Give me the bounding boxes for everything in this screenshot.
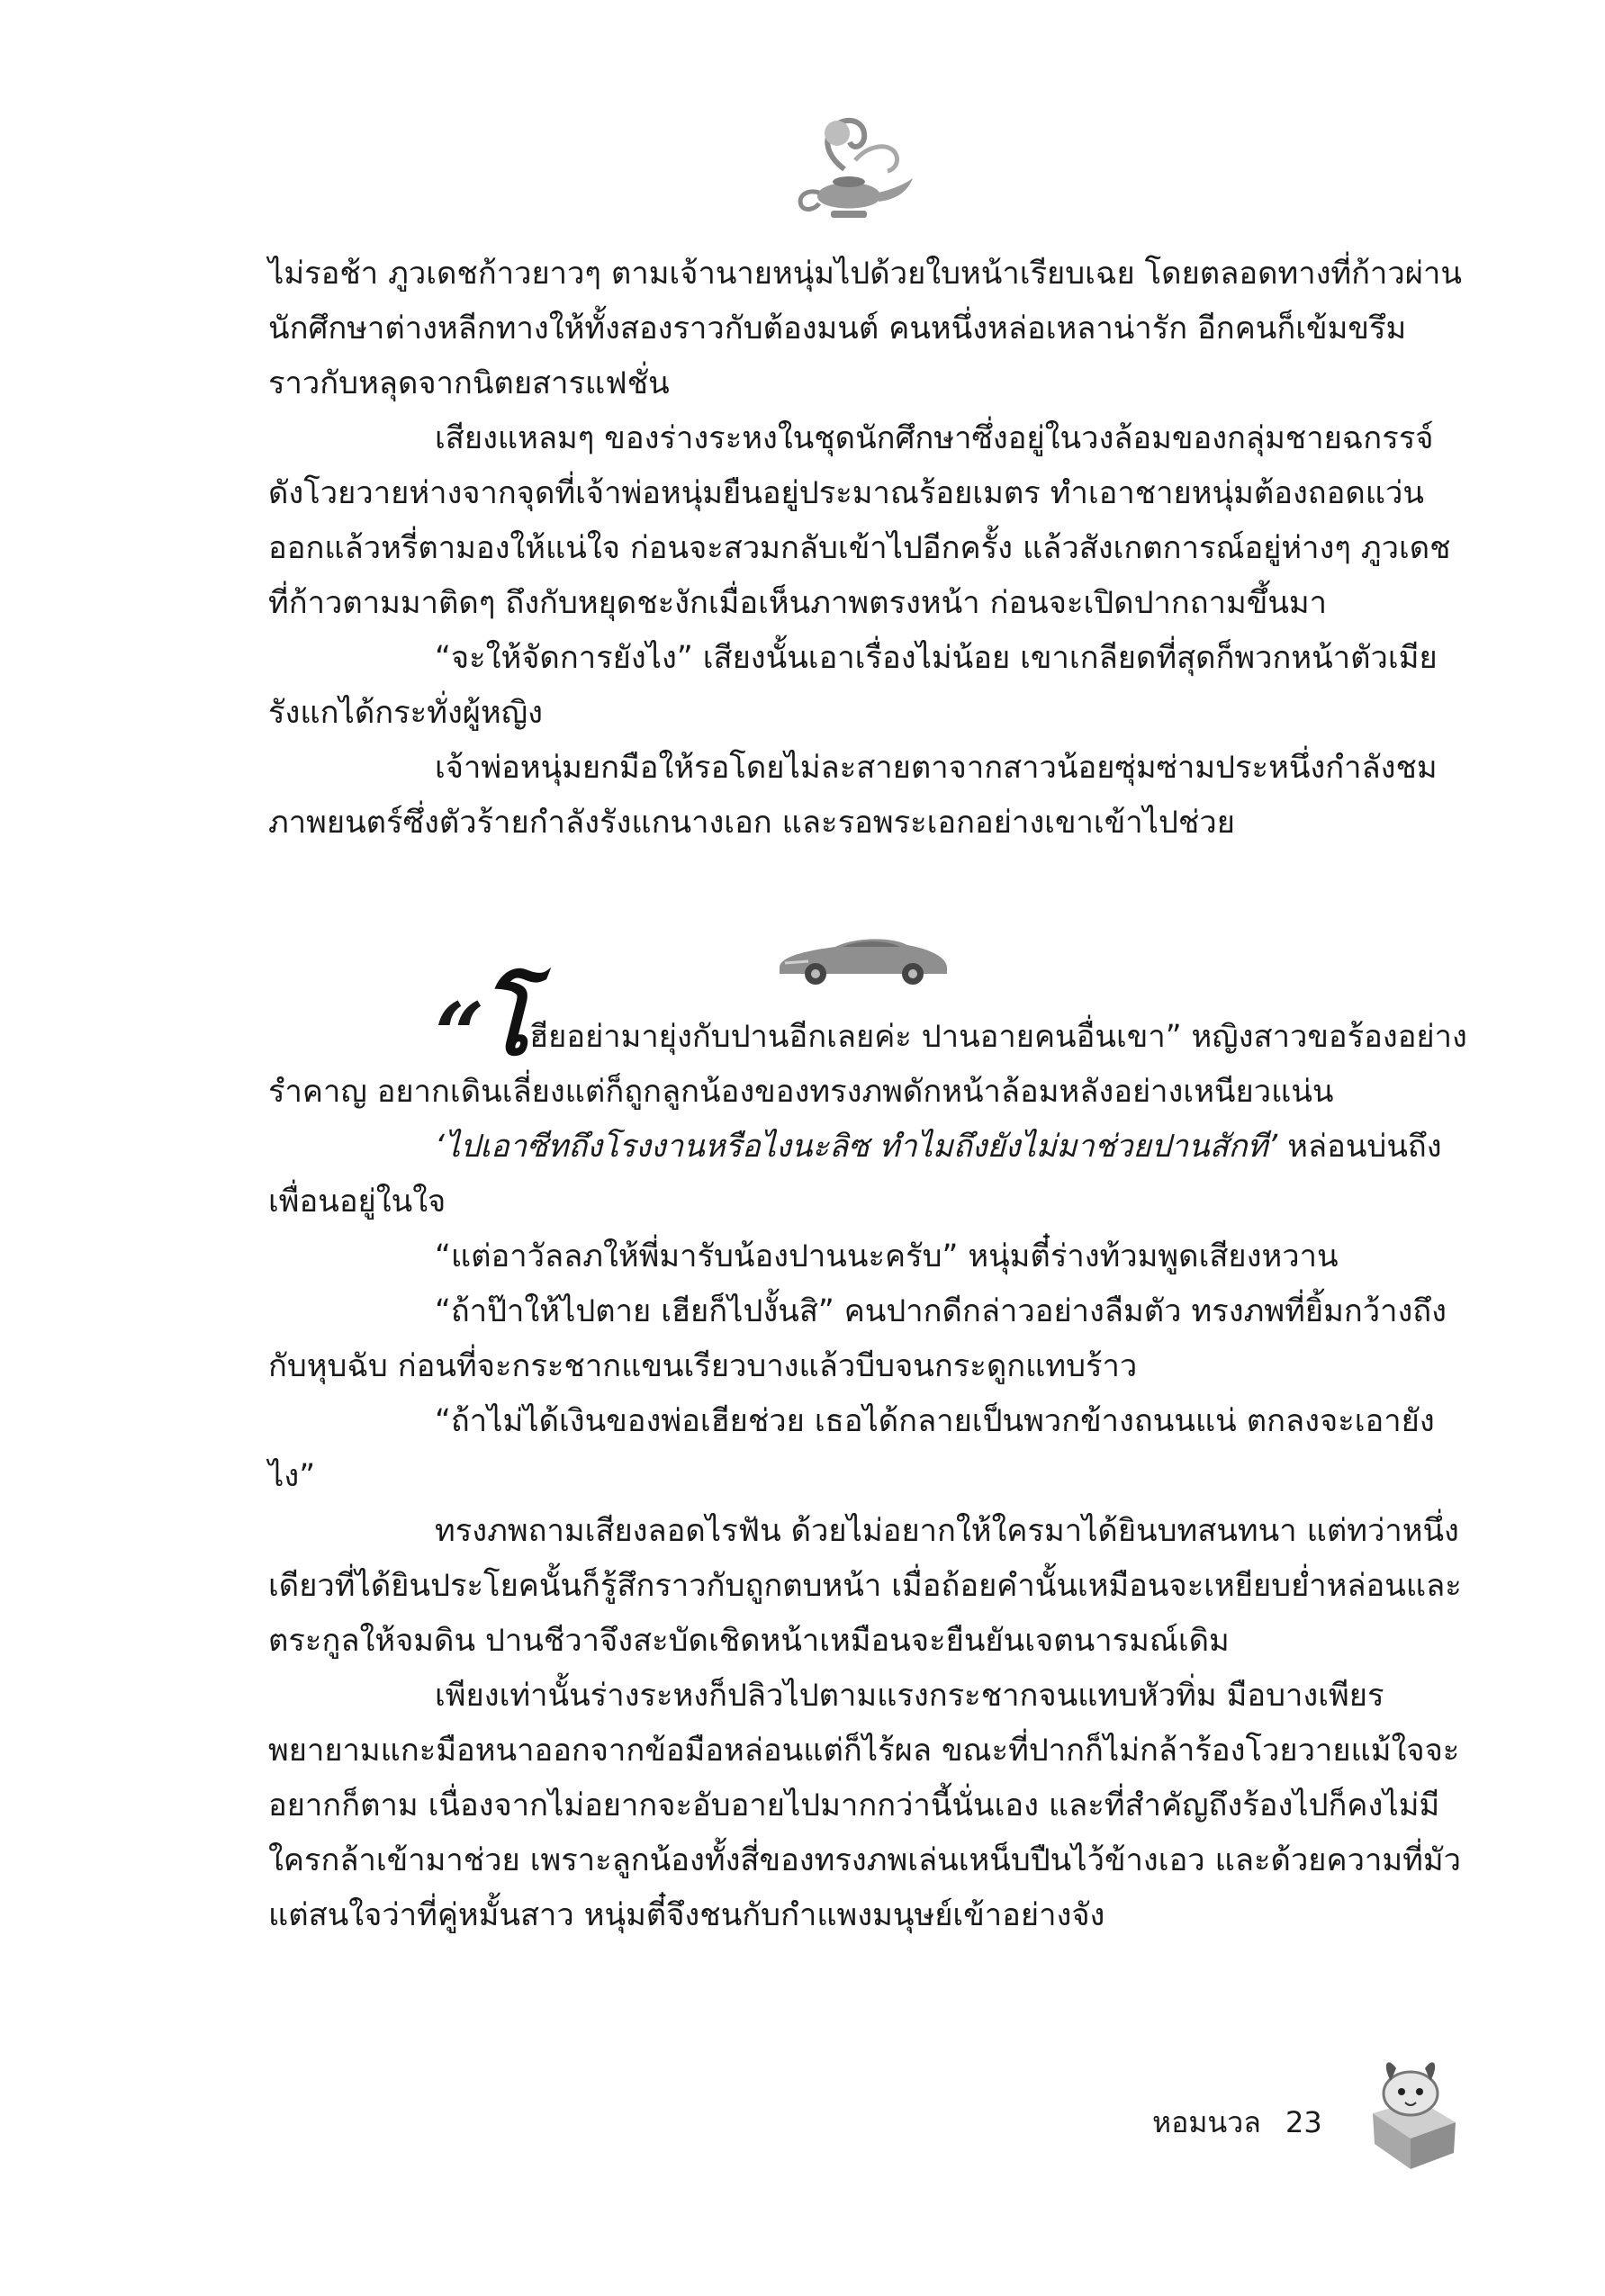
paragraph: [268, 966, 1467, 1120]
sports-car-ornament-icon: [772, 927, 952, 988]
paragraph: ทรงภพถามเสียงลอดไรฟัน ด้วยไม่อยากให้ใครมาได้ยินบทสนทนา แต่ทว่าหนึ่งเดียวที่ได้ยินประโยคนั้นก็รู้สึกราวกับถูกตบหน้า เมื่อถ้อยคำนั้นเหมือนจะเหยียบย่ำหล่อนและตระกูลให้จมดิน ปานชีวาจึงสะบัดเชิดหน้าเหมือนจะยืนยันเจตนารมณ์เดิม: [268, 1513, 1462, 1659]
paragraph: “ถ้าป๊าให้ไปตาย เฮียก็ไปงั้นสิ” คนปากดีกล่าวอย่างลืมตัว ทรงภพที่ยิ้มกว้างถึงกับหุบฉับ ก่อนที่จะกระชากแขนเรียวบางแล้วบีบจนกระดูกแทบร้าว: [268, 1293, 1447, 1384]
section-one-text: [268, 247, 1467, 851]
paragraph: [268, 1120, 1467, 1229]
page-number: 23: [1285, 2105, 1322, 2139]
running-footer-title: หอมนวล: [1152, 2105, 1261, 2139]
paragraph: ไม่รอช้า ภูวเดชก้าวยาวๆ ตามเจ้านายหนุ่มไปด้วยใบหน้าเรียบเฉย โดยตลอดทางที่ก้าวผ่าน นักศึกษาต่างหลีกทางให้ทั้งสองราวกับต้องมนต์ คนหนึ่งหล่อเหลาน่ารัก อีกคนก็เข้มขรึมราวกับหลุดจากนิตยสารแฟชั่น: [268, 256, 1462, 401]
paragraph: เพียงเท่านั้นร่างระหงก็ปลิวไปตามแรงกระชากจนแทบหัวทิ่ม มือบางเพียรพยายามแกะมือหนาออกจากข้อมือหล่อนแต่ก็ไร้ผล ขณะที่ปากก็ไม่กล้าร้องโวยวายแม้ใจจะอยากก็ตาม เนื่องจากไม่อยากจะอับอายไปมากกว่านี้นั่นเอง และที่สำคัญถึงร้องไปก็คงไม่มีใครกล้าเข้ามาช่วย เพราะลูกน้องทั้งสี่ของทรงภพเล่นเหน็บปืนไว้ข้างเอว และด้วยความที่มัวแต่สนใจว่าที่คู่หมั้นสาว หนุ่มตี๋จึงชนกับกำแพงมนุษย์เข้าอย่างจัง: [268, 1678, 1461, 1933]
paragraph: เจ้าพ่อหนุ่มยกมือให้รอโดยไม่ละสายตาจากสาวน้อยซุ่มซ่ามประหนึ่งกำลังชมภาพยนตร์ซึ่งตัวร้ายกำลังรังแกนางเอก และรอพระเอกอย่างเขาเข้าไปช่วย: [268, 750, 1438, 841]
paragraph-text: ฮียอย่ามายุ่งกับปานอีกเลยค่ะ ปานอายคนอื่นเขา” หญิงสาวขอร้องอย่างรำคาญ อยากเดินเลี่ยงแต่ก็ถูกลูกน้องของทรงภพดักหน้าล้อมหลังอย่างเหนียวแน่น: [268, 1019, 1467, 1110]
section-two-text: [268, 966, 1467, 1943]
drop-cap-letter: โ: [479, 966, 530, 1076]
mascot-ornament-icon: [1355, 2050, 1467, 2176]
paragraph: “ถ้าไม่ได้เงินของพ่อเฮียช่วย เธอได้กลายเป็นพวกข้างถนนแน่ ตกลงจะเอายังไง”: [268, 1403, 1435, 1494]
paragraph: เสียงแหลมๆ ของร่างระหงในชุดนักศึกษาซึ่งอยู่ในวงล้อมของกลุ่มชายฉกรรจ์ดังโวยวายห่างจากจุดที่เจ้าพ่อหนุ่มยืนอยู่ประมาณร้อยเมตร ทำเอาชายหนุ่มต้องถอดแว่นออกแล้วหรี่ตามองให้แน่ใจ ก่อนจะสวมกลับเข้าไปอีกครั้ง แล้วสังเกตการณ์อยู่ห่างๆ ภูวเดชที่ก้าวตามมาติดๆ ถึงกับหยุดชะงักเมื่อเห็นภาพตรงหน้า ก่อนจะเปิดปากถามขึ้นมา: [268, 420, 1451, 621]
paragraph: “จะให้จัดการยังไง” เสียงนั้นเอาเรื่องไม่น้อย เขาเกลียดที่สุดก็พวกหน้าตัวเมียรังแกได้กระทั่งผู้หญิง: [268, 640, 1438, 731]
italic-thought: ‘ไปเอาซีทถึงโรงงานหรือไงนะลิซ ทำไมถึงยังไม่มาช่วยปานสักที’: [435, 1129, 1278, 1165]
open-quote-dropcap: “: [435, 984, 480, 1085]
genie-lamp-ornament-icon: [781, 106, 916, 232]
paragraph: “แต่อาวัลลภให้พี่มารับน้องปานนะครับ” หนุ่มตี๋ร่างท้วมพูดเสียงหวาน: [435, 1238, 1339, 1274]
paragraph-text: หล่อนบ่นถึงเพื่อนอยู่ในใจ: [268, 1129, 1442, 1220]
